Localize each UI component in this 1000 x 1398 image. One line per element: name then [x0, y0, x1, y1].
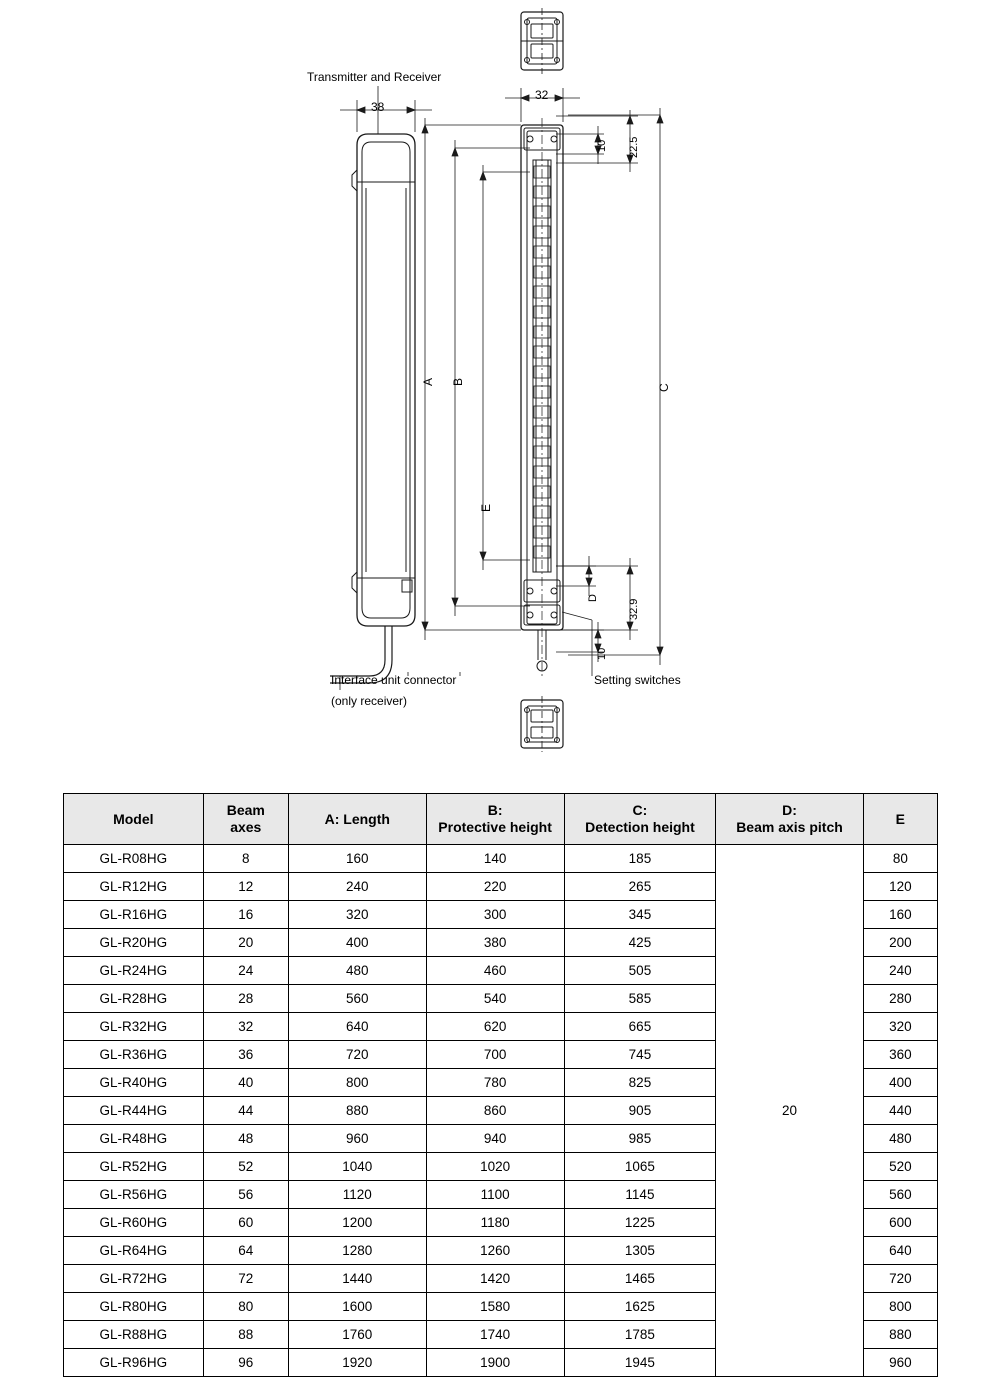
cell-e: 720 — [863, 1265, 937, 1293]
cell-length: 640 — [288, 1013, 426, 1041]
cell-protective-height: 940 — [426, 1125, 564, 1153]
cell-model: GL-R48HG — [64, 1125, 204, 1153]
cell-beam-axes: 8 — [203, 845, 288, 873]
cell-length: 1040 — [288, 1153, 426, 1181]
cell-model: GL-R60HG — [64, 1209, 204, 1237]
cell-e: 400 — [863, 1069, 937, 1097]
cell-e: 120 — [863, 873, 937, 901]
dim-10-top-label: 10 — [596, 139, 608, 152]
cell-model: GL-R20HG — [64, 929, 204, 957]
dim-A — [422, 118, 521, 640]
cell-model: GL-R80HG — [64, 1293, 204, 1321]
cell-protective-height: 460 — [426, 957, 564, 985]
cell-detection-height: 585 — [564, 985, 716, 1013]
cell-e: 360 — [863, 1041, 937, 1069]
cell-detection-height: 1145 — [564, 1181, 716, 1209]
cell-e: 80 — [863, 845, 937, 873]
top-end-view — [521, 8, 563, 74]
cell-length: 160 — [288, 845, 426, 873]
cell-detection-height: 425 — [564, 929, 716, 957]
col-protective-height-line1: B: — [487, 802, 503, 818]
cell-model: GL-R28HG — [64, 985, 204, 1013]
cell-model: GL-R52HG — [64, 1153, 204, 1181]
cell-protective-height: 1260 — [426, 1237, 564, 1265]
cell-model: GL-R72HG — [64, 1265, 204, 1293]
cell-length: 1200 — [288, 1209, 426, 1237]
col-length: A: Length — [288, 794, 426, 845]
cell-protective-height: 380 — [426, 929, 564, 957]
spec-table — [63, 793, 938, 1377]
spec-table-container — [63, 793, 938, 1377]
cell-detection-height: 665 — [564, 1013, 716, 1041]
cell-detection-height: 1945 — [564, 1349, 716, 1377]
col-protective-height-line2: Protective height — [438, 819, 552, 835]
cell-e: 560 — [863, 1181, 937, 1209]
dim-D-label: D — [587, 594, 599, 602]
cell-beam-axes: 52 — [203, 1153, 288, 1181]
side-view — [330, 134, 415, 683]
cell-length: 1760 — [288, 1321, 426, 1349]
cell-e: 440 — [863, 1097, 937, 1125]
cell-beam-axes: 36 — [203, 1041, 288, 1069]
callout-leaders — [340, 86, 592, 690]
cell-length: 480 — [288, 957, 426, 985]
cell-e: 960 — [863, 1349, 937, 1377]
cell-protective-height: 1740 — [426, 1321, 564, 1349]
cell-protective-height: 620 — [426, 1013, 564, 1041]
cell-length: 1280 — [288, 1237, 426, 1265]
dim-38-label: 38 — [371, 100, 385, 114]
cell-beam-axes: 20 — [203, 929, 288, 957]
cell-beam-axes: 64 — [203, 1237, 288, 1265]
cell-beam-axes: 96 — [203, 1349, 288, 1377]
col-detection-height-line1: C: — [632, 802, 648, 818]
cell-beam-axes: 80 — [203, 1293, 288, 1321]
cell-e: 880 — [863, 1321, 937, 1349]
cell-length: 880 — [288, 1097, 426, 1125]
cell-protective-height: 220 — [426, 873, 564, 901]
cell-protective-height: 700 — [426, 1041, 564, 1069]
cell-e: 320 — [863, 1013, 937, 1041]
spec-table-body — [64, 845, 938, 1377]
dim-22-5-label: 22.5 — [628, 136, 640, 158]
col-protective-height — [426, 794, 564, 845]
cell-detection-height: 1465 — [564, 1265, 716, 1293]
cell-length: 1600 — [288, 1293, 426, 1321]
cell-detection-height: 1305 — [564, 1237, 716, 1265]
cell-length: 720 — [288, 1041, 426, 1069]
cell-length: 1440 — [288, 1265, 426, 1293]
cell-detection-height: 745 — [564, 1041, 716, 1069]
dim-38 — [340, 100, 432, 132]
cell-model: GL-R56HG — [64, 1181, 204, 1209]
cell-beam-axes: 56 — [203, 1181, 288, 1209]
dim-C-label: C — [657, 383, 671, 392]
col-beam-axes-line1: Beam — [226, 802, 265, 818]
dim-D — [556, 556, 596, 596]
cell-length: 560 — [288, 985, 426, 1013]
cell-e: 240 — [863, 957, 937, 985]
table-header-row — [64, 794, 938, 845]
cell-e: 600 — [863, 1209, 937, 1237]
cell-detection-height: 1785 — [564, 1321, 716, 1349]
cell-model: GL-R24HG — [64, 957, 204, 985]
setting-switches-label: Setting switches — [594, 673, 681, 687]
cell-beam-axes: 60 — [203, 1209, 288, 1237]
cell-protective-height: 540 — [426, 985, 564, 1013]
cell-detection-height: 1065 — [564, 1153, 716, 1181]
cell-model: GL-R44HG — [64, 1097, 204, 1125]
cell-detection-height: 265 — [564, 873, 716, 901]
dim-E-label: E — [479, 503, 493, 512]
cell-detection-height: 905 — [564, 1097, 716, 1125]
front-view — [521, 118, 563, 676]
cell-e: 160 — [863, 901, 937, 929]
dim-A-label: A — [421, 377, 435, 386]
cell-detection-height: 1225 — [564, 1209, 716, 1237]
cell-beam-axes: 44 — [203, 1097, 288, 1125]
dim-32-label: 32 — [535, 88, 549, 102]
cell-detection-height: 185 — [564, 845, 716, 873]
col-model: Model — [64, 794, 204, 845]
cell-protective-height: 300 — [426, 901, 564, 929]
cell-model: GL-R32HG — [64, 1013, 204, 1041]
cell-detection-height: 345 — [564, 901, 716, 929]
cell-beam-axes: 12 — [203, 873, 288, 901]
cell-beam-axes: 24 — [203, 957, 288, 985]
col-detection-height — [564, 794, 716, 845]
cell-protective-height: 1100 — [426, 1181, 564, 1209]
cell-detection-height: 505 — [564, 957, 716, 985]
cell-beam-axes: 28 — [203, 985, 288, 1013]
table-row — [64, 845, 938, 873]
interface-connector-label: Interface unit connector — [331, 673, 457, 687]
spec-table-head — [64, 794, 938, 845]
col-beam-axes-line2: axes — [230, 819, 262, 835]
cell-e: 200 — [863, 929, 937, 957]
col-beam-axis-pitch-line2: Beam axis pitch — [736, 819, 843, 835]
cell-protective-height: 140 — [426, 845, 564, 873]
cell-model: GL-R64HG — [64, 1237, 204, 1265]
cell-protective-height: 1020 — [426, 1153, 564, 1181]
cell-beam-axes: 32 — [203, 1013, 288, 1041]
cell-protective-height: 1580 — [426, 1293, 564, 1321]
cell-e: 480 — [863, 1125, 937, 1153]
cell-detection-height: 825 — [564, 1069, 716, 1097]
cell-length: 240 — [288, 873, 426, 901]
cell-length: 800 — [288, 1069, 426, 1097]
cell-model: GL-R36HG — [64, 1041, 204, 1069]
dim-B-label: B — [451, 377, 465, 386]
interface-connector-note: (only receiver) — [331, 694, 408, 708]
cell-beam-axes: 48 — [203, 1125, 288, 1153]
cell-model: GL-R88HG — [64, 1321, 204, 1349]
cell-protective-height: 860 — [426, 1097, 564, 1125]
cell-model: GL-R40HG — [64, 1069, 204, 1097]
cell-e: 640 — [863, 1237, 937, 1265]
cell-length: 1120 — [288, 1181, 426, 1209]
cell-protective-height: 1180 — [426, 1209, 564, 1237]
cell-model: GL-R96HG — [64, 1349, 204, 1377]
cell-beam-axes: 16 — [203, 901, 288, 929]
cell-model: GL-R08HG — [64, 845, 204, 873]
cell-length: 320 — [288, 901, 426, 929]
dim-32-9-label: 32.9 — [628, 598, 640, 620]
cell-e: 800 — [863, 1293, 937, 1321]
cell-length: 400 — [288, 929, 426, 957]
cell-beam-axes: 88 — [203, 1321, 288, 1349]
cell-beam-axis-pitch: 20 — [716, 845, 863, 1377]
cell-e: 280 — [863, 985, 937, 1013]
cell-detection-height: 985 — [564, 1125, 716, 1153]
dim-10-bottom-label: 10 — [596, 647, 608, 660]
bottom-end-view — [521, 696, 563, 752]
cell-protective-height: 1420 — [426, 1265, 564, 1293]
dim-C — [568, 108, 663, 665]
col-beam-axis-pitch — [716, 794, 863, 845]
col-e: E — [863, 794, 937, 845]
cell-beam-axes: 72 — [203, 1265, 288, 1293]
cell-model: GL-R16HG — [64, 901, 204, 929]
cell-beam-axes: 40 — [203, 1069, 288, 1097]
cell-protective-height: 780 — [426, 1069, 564, 1097]
col-detection-height-line2: Detection height — [585, 819, 695, 835]
diagram-title: Transmitter and Receiver — [307, 70, 442, 84]
cell-length: 960 — [288, 1125, 426, 1153]
cell-detection-height: 1625 — [564, 1293, 716, 1321]
cell-e: 520 — [863, 1153, 937, 1181]
col-beam-axes — [203, 794, 288, 845]
cell-length: 1920 — [288, 1349, 426, 1377]
col-beam-axis-pitch-line1: D: — [782, 802, 797, 818]
cell-protective-height: 1900 — [426, 1349, 564, 1377]
cell-model: GL-R12HG — [64, 873, 204, 901]
